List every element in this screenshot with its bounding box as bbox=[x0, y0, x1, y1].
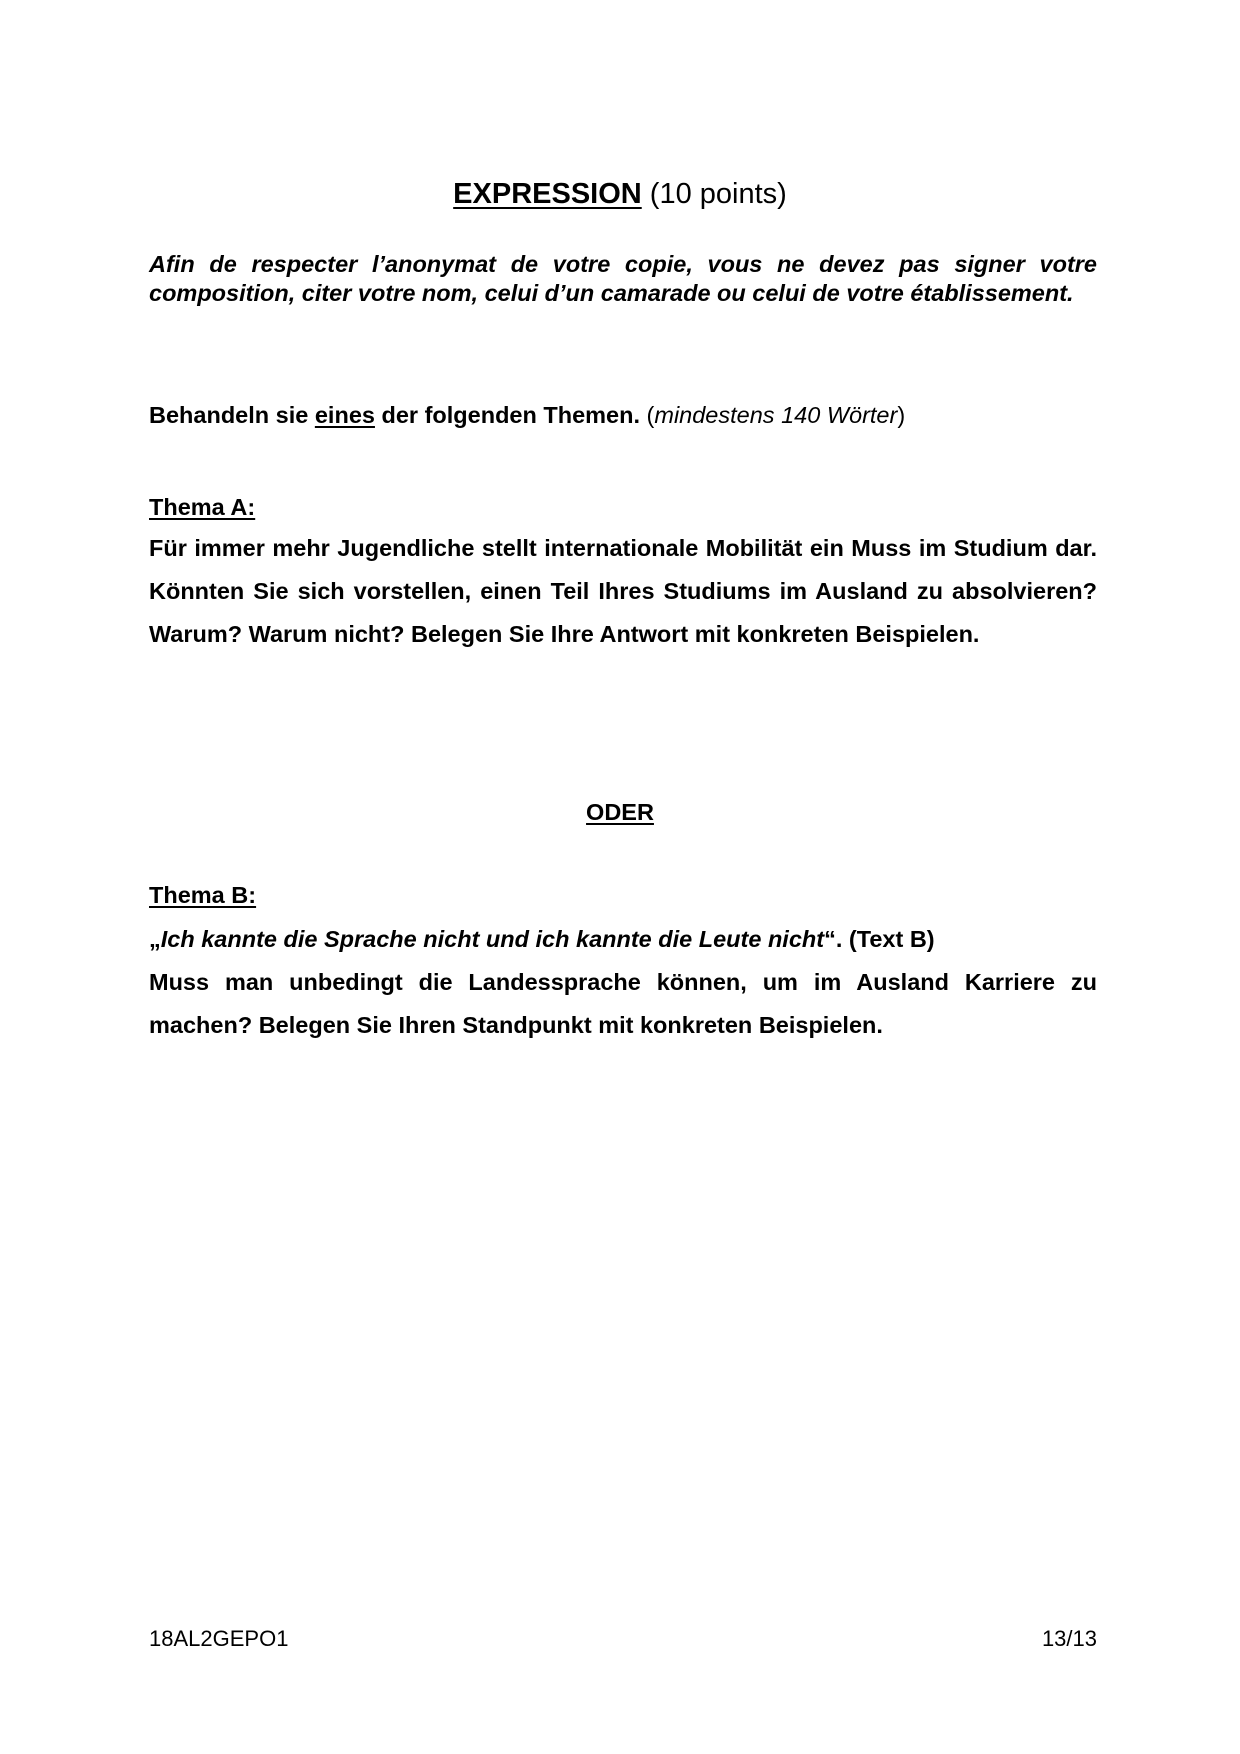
footer-page-number: 13/13 bbox=[1041, 1626, 1097, 1651]
task-emphasis: eines bbox=[314, 402, 375, 428]
task-part-3: der folgenden Themen. bbox=[374, 402, 641, 428]
title-points: (10 points) bbox=[649, 178, 787, 210]
quote-open-mark: „ bbox=[149, 926, 161, 952]
task-part-1: Behandeln sie bbox=[149, 402, 315, 428]
word-count-requirement: mindestens 140 Wörter bbox=[654, 402, 898, 428]
anonymity-instruction: Afin de respecter l’anonymat de votre copie, vous ne devez pas signer votre composition, citer votre nom, celui d’un camarade ou celui de votre établissement. bbox=[149, 251, 1097, 306]
title-main: EXPRESSION bbox=[453, 178, 642, 210]
thema-b-text: Muss man unbedingt die Landessprache können, um im Ausland Karriere zu machen? Belegen Sie Ihren Standpunkt mit konkreten Beispielen. bbox=[149, 969, 1097, 1038]
footer-exam-code: 18AL2GEPO1 bbox=[149, 1626, 289, 1651]
separator-oder: ODER bbox=[586, 799, 654, 825]
thema-b-quote bbox=[149, 924, 1097, 954]
page-title bbox=[0, 176, 1240, 212]
quote-text: Ich kannte die Sprache nicht und ich kannte die Leute nicht bbox=[160, 926, 825, 952]
thema-b-heading: Thema B: bbox=[149, 882, 257, 908]
quote-source: “. (Text B) bbox=[824, 926, 935, 952]
thema-a-text: Für immer mehr Jugendliche stellt internationale Mobilität ein Muss im Studium dar. Könnten Sie sich vorstellen, einen Teil Ihres Studiums im Ausland zu absolvieren? Warum? Warum nicht? Belegen Sie Ihre Antwort mit konkreten Beispielen. bbox=[149, 535, 1097, 647]
task-paren-close: ) bbox=[897, 402, 906, 428]
task-instruction bbox=[149, 400, 1097, 430]
thema-a-heading: Thema A: bbox=[149, 494, 256, 520]
task-paren-open: ( bbox=[640, 402, 655, 428]
